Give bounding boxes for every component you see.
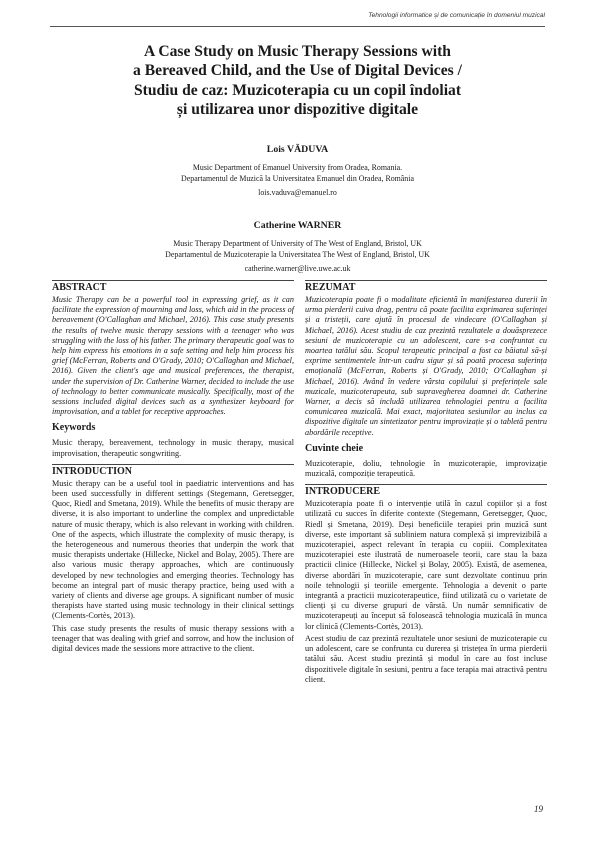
author-name: Lois VĂDUVA [266, 144, 329, 155]
author-name: Catherine WARNER [253, 220, 342, 231]
rezumat-text: Muzicoterapia poate fi o modalitate eficientă în manifestarea durerii în urma pierderii cuiva drag, pentru că poate facilita exprimarea suferinței și a tristeții, care ajută în procesul de vindecare (O'Callaghan și Michael, 2016). Acest studiu de caz prezintă rezultatele a douăsprezece sesiuni de muzicoterapie cu un adolescent, care s-a confruntat cu moartea tatălui său. Scopul terapeutic principal a fost ca băiatul să-și exprime sentimentele într-un cadru sigur și să poată procesa suferința emoțională (McFerran, Roberts și O'Grady, 2010; O'Callaghan și Michael, 2016). Având în vedere vârsta copilului și preferințele sale muzicale, muzicoterapeuta, sub supravegherea doamnei dr. Catherine Warner, a decis să includă utilizarea tehnologiei pentru a facilita comunicarea muzicală. Mai exact, majoritatea sesiunilor au inclus ca dispozitive digitale un sintetizator pentru improvizație și o tabletă pentru abordările receptive. [305, 295, 547, 437]
cuvinte-cheie-heading: Cuvinte cheie [305, 442, 364, 454]
title-line: A Case Study on Music Therapy Sessions with [144, 43, 451, 60]
keywords-text: Music therapy, bereavement, technology in music therapy, musical improvisation, therapeutic songwriting. [52, 438, 294, 458]
abstract-heading: ABSTRACT [52, 282, 107, 293]
article-title [60, 42, 535, 120]
author-email[interactable]: catherine.warner@live.uwe.ac.uk [244, 263, 351, 273]
introduction-paragraph: Music therapy can be a useful tool in paediatric interventions and has been used successfully in different settings (Stegemann, Geretsegger, Quoc, Riedl and Smetana, 2019). While the benefits of music therapy are diverse, it is also important to underline the complex and unpredictable nature of music therapy, which is also relevant in working with children. One of the aspects, which illustrate the complexity of music therapy, is the heterogeneous and numerous theories that underpin the work that music therapists undertake (Hillecke, Nickel and Bolay, 2005). There are also various music therapy approaches, which are continuously developed by new technologies and emerging theories. Technology has become an integral part of music therapy practice, being used with a variety of clients and diverse age groups. A significant number of music therapists have started using music technology in their clinical settings (Clements-Cortès, 2013). [52, 478, 294, 621]
abstract-text: Music Therapy can be a powerful tool in expressing grief, as it can facilitate the expression of mourning and loss, which aid in the process of bereavement (O'Callaghan and Michael, 2016). This case study presents the results of twelve music therapy sessions with a teenager who was struggling with the loss of his father. The primary therapeutic goal was to help him express his emotions in a safe setting and help him process his grief (McFerran, Roberts and O'Grady, 2010; O'Callaghan and Michael, 2016). Given the client's age and musical preferences, the therapist, under the supervision of Dr. Catherine Warner, decided to include the use of technology to better communicate musically. Specifically, most of the sessions included digital devices such as a synthesizer keyboard for improvisation, and a tablet for receptive approaches. [52, 295, 294, 417]
running-head: Tehnologii informatice și de comunicație în domeniul muzical [368, 12, 545, 19]
section-rule [52, 280, 294, 281]
author-block-warner [60, 220, 535, 274]
english-column [52, 280, 294, 654]
introducere-paragraph: Muzicoterapia poate fi o intervenție utilă în cazul copiilor și a fost utilizată cu succes în diferite contexte (Stegemann, Geretsegger, Quoc, Riedl și Smetana, 2019). Deși beneficiile terapiei prin muzică sunt diverse, este important să subliniem natura complexă și imprevizibilă a muzicoterapiei, aspect relevant în terapia cu copiii. Complexitatea muzicoterapiei este ilustrată de numeroasele teorii, care stau la baza practicii clinice (Hillecke, Nickel și Bolay, 2005). Există, de asemenea, diverse abordări în muzicoterapie, care sunt dezvoltate continuu prin noile tehnologii și teoriile emergente. Tehnologia a devenit o parte integrantă a practicii muzicoterapeutice, fiind utilizată cu o varietate de clienți și cu diverse grupuri de vârstă. Un număr semnificativ de muzicoterapeuți au început să folosească tehnologia muzicală în munca lor clinică (Clements-Cortès, 2013). [305, 499, 547, 631]
title-line: și utilizarea unor dispozitive digitale [176, 101, 419, 119]
title-line: Studiu de caz: Muzicoterapia cu un copil îndoliat [133, 81, 462, 99]
header-rule [50, 26, 545, 27]
keywords-heading: Keywords [52, 422, 96, 434]
page-number: 19 [534, 804, 543, 814]
author-affiliation: Departamentul de Muzicoterapie la Universitatea The West of England, Bristol, UK [165, 250, 430, 260]
section-rule [52, 464, 294, 465]
romanian-column [305, 280, 547, 685]
section-rule [305, 484, 547, 485]
author-block-vaduva [60, 144, 535, 198]
author-affiliation: Music Therapy Department of University of The West of England, Bristol, UK [173, 239, 422, 248]
title-line: a Bereaved Child, and the Use of Digital Devices / [133, 62, 462, 80]
introducere-paragraph: Acest studiu de caz prezintă rezultatele unor sesiuni de muzicoterapie cu un adolescent, care se confrunta cu durerea și tristețea în urma pierderii tatălui său. Acest studiu prezintă și modul în care au fost incluse dispozitivele digitale în sesiuni, pentru a face terapia mai atractivă pentru client. [305, 633, 547, 684]
introduction-paragraph: This case study presents the results of music therapy sessions with a teenager that was dealing with grief and sorrow, and how the inclusion of digital devices made the sessions more attractive to the client. [52, 623, 294, 654]
author-affiliation: Music Department of Emanuel University from Oradea, Romania. [192, 163, 403, 172]
rezumat-heading: REZUMAT [305, 282, 356, 293]
section-rule [305, 280, 547, 281]
cuvinte-cheie-text: Muzicoterapie, doliu, tehnologie în muzicoterapie, improvizație muzicală, compoziție terapeutică. [305, 458, 547, 479]
introduction-heading: INTRODUCTION [52, 465, 133, 477]
author-email[interactable]: lois.vaduva@emanuel.ro [258, 187, 337, 197]
author-affiliation: Departamentul de Muzică la Universitatea Emanuel din Oradea, România [181, 174, 414, 184]
introducere-heading: INTRODUCERE [305, 486, 381, 498]
